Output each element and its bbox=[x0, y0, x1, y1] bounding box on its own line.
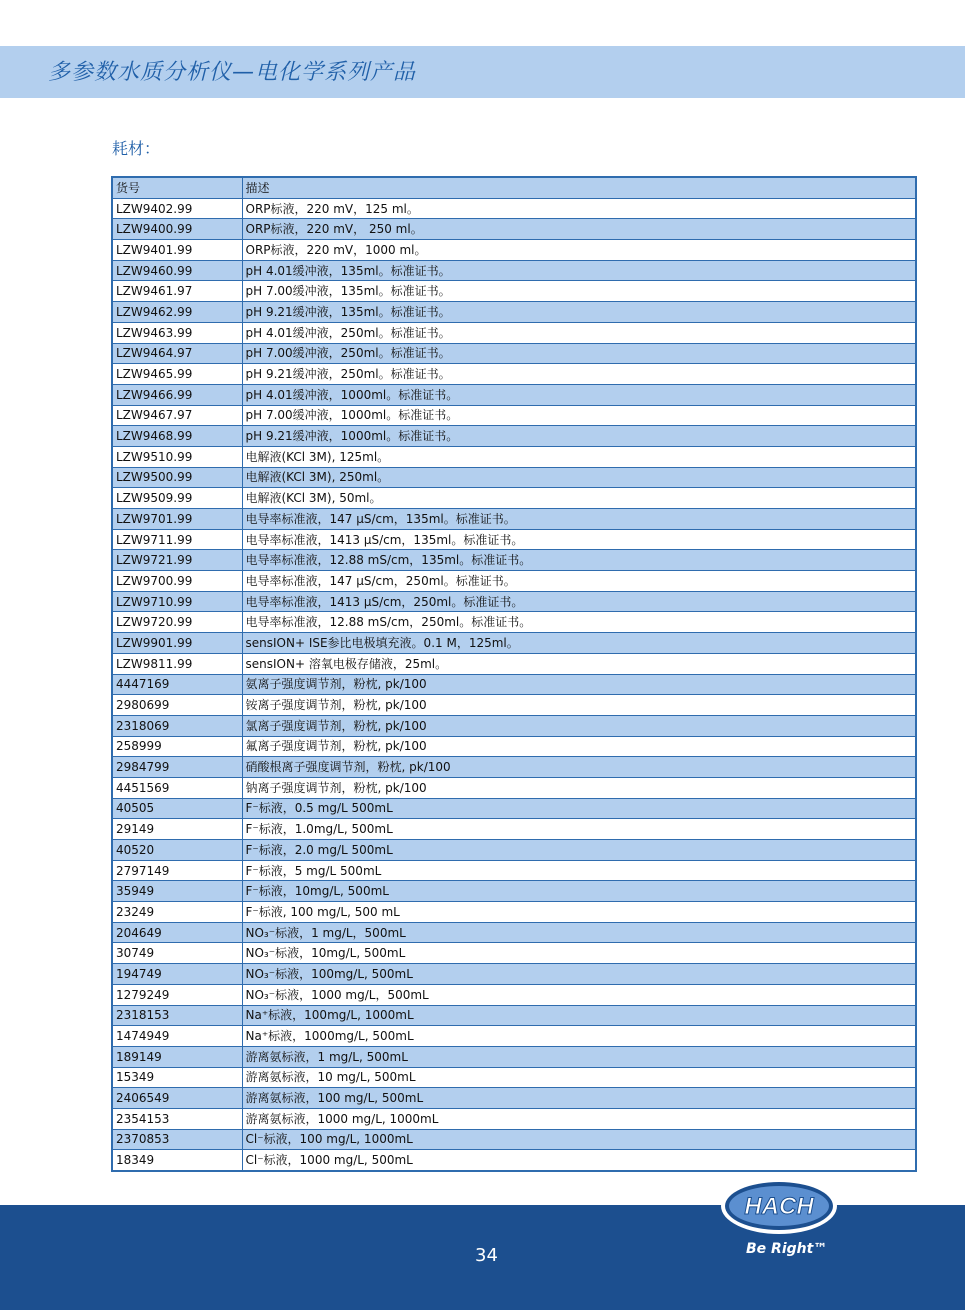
part-number-cell: 1474949 bbox=[112, 1026, 242, 1047]
table-row bbox=[112, 281, 916, 302]
part-number-cell: LZW9811.99 bbox=[112, 653, 242, 674]
table-row bbox=[112, 509, 916, 530]
part-number-cell: LZW9500.99 bbox=[112, 467, 242, 488]
description-cell: 电导率标准液，12.88 mS/cm，250ml。标准证书。 bbox=[242, 612, 916, 633]
description-cell: 电解液(KCl 3M), 250ml。 bbox=[242, 467, 916, 488]
description-cell: Cl⁻标液，100 mg/L, 1000mL bbox=[242, 1129, 916, 1150]
description-cell: pH 7.00缓冲液，250ml。标准证书。 bbox=[242, 343, 916, 364]
description-cell: ORP标液，220 mV，1000 ml。 bbox=[242, 240, 916, 261]
description-cell: pH 9.21缓冲液，1000ml。标准证书。 bbox=[242, 426, 916, 447]
description-cell: 氟离子强度调节剂，粉枕, pk/100 bbox=[242, 736, 916, 757]
part-number-cell: 2370853 bbox=[112, 1129, 242, 1150]
description-cell: 游离氨标液，100 mg/L, 500mL bbox=[242, 1088, 916, 1109]
part-number-cell: 2406549 bbox=[112, 1088, 242, 1109]
part-number-cell: LZW9466.99 bbox=[112, 384, 242, 405]
table-row bbox=[112, 902, 916, 923]
part-number-cell: LZW9721.99 bbox=[112, 550, 242, 571]
description-cell: 电解液(KCl 3M), 50ml。 bbox=[242, 488, 916, 509]
part-number-cell: LZW9460.99 bbox=[112, 260, 242, 281]
part-number-cell: LZW9720.99 bbox=[112, 612, 242, 633]
table-row bbox=[112, 529, 916, 550]
table-row bbox=[112, 674, 916, 695]
page-number: 34 bbox=[475, 1245, 498, 1266]
description-cell: pH 9.21缓冲液，250ml。标准证书。 bbox=[242, 364, 916, 385]
part-number-cell: LZW9402.99 bbox=[112, 198, 242, 219]
table-row bbox=[112, 777, 916, 798]
description-cell: pH 9.21缓冲液，135ml。标准证书。 bbox=[242, 302, 916, 323]
table-row bbox=[112, 1088, 916, 1109]
part-number-cell: LZW9509.99 bbox=[112, 488, 242, 509]
description-cell: NO₃⁻标液，10mg/L, 500mL bbox=[242, 943, 916, 964]
part-number-cell: 40505 bbox=[112, 798, 242, 819]
description-cell: sensION+ ISE参比电极填充液。0.1 M，125ml。 bbox=[242, 633, 916, 654]
description-cell: pH 4.01缓冲液，250ml。标准证书。 bbox=[242, 322, 916, 343]
description-cell: Na⁺标液，1000mg/L, 500mL bbox=[242, 1026, 916, 1047]
description-cell: NO₃⁻标液，1 mg/L，500mL bbox=[242, 922, 916, 943]
part-number-cell: LZW9701.99 bbox=[112, 509, 242, 530]
part-number-cell: LZW9400.99 bbox=[112, 219, 242, 240]
part-number-cell: 30749 bbox=[112, 943, 242, 964]
table-row bbox=[112, 612, 916, 633]
part-number-cell: 2354153 bbox=[112, 1108, 242, 1129]
part-number-cell: 40520 bbox=[112, 840, 242, 861]
part-number-cell: 204649 bbox=[112, 922, 242, 943]
section-title: 耗材： bbox=[112, 139, 161, 158]
description-cell: F⁻标液，2.0 mg/L 500mL bbox=[242, 840, 916, 861]
part-number-cell: LZW9463.99 bbox=[112, 322, 242, 343]
part-number-cell: 15349 bbox=[112, 1067, 242, 1088]
table-row bbox=[112, 343, 916, 364]
table-header-row bbox=[112, 177, 916, 198]
table-row bbox=[112, 881, 916, 902]
part-number-cell: 2318153 bbox=[112, 1005, 242, 1026]
table-row bbox=[112, 322, 916, 343]
description-cell: 电导率标准液，1413 μS/cm，250ml。标准证书。 bbox=[242, 591, 916, 612]
table-row bbox=[112, 488, 916, 509]
part-number-cell: 23249 bbox=[112, 902, 242, 923]
part-number-cell: LZW9465.99 bbox=[112, 364, 242, 385]
table-row bbox=[112, 736, 916, 757]
description-cell: 铵离子强度调节剂，粉枕, pk/100 bbox=[242, 695, 916, 716]
part-number-cell: LZW9901.99 bbox=[112, 633, 242, 654]
part-number-cell: 29149 bbox=[112, 819, 242, 840]
column-header-part-number: 货号 bbox=[112, 177, 242, 198]
description-cell: 电导率标准液，12.88 mS/cm，135ml。标准证书。 bbox=[242, 550, 916, 571]
consumables-table-container bbox=[111, 176, 917, 1172]
description-cell: F⁻标液, 100 mg/L, 500 mL bbox=[242, 902, 916, 923]
table-row bbox=[112, 1046, 916, 1067]
description-cell: 电导率标准液，1413 μS/cm，135ml。标准证书。 bbox=[242, 529, 916, 550]
part-number-cell: 2318069 bbox=[112, 715, 242, 736]
description-cell: 游离氨标液，1 mg/L, 500mL bbox=[242, 1046, 916, 1067]
description-cell: ORP标液，220 mV， 250 ml。 bbox=[242, 219, 916, 240]
part-number-cell: 194749 bbox=[112, 964, 242, 985]
description-cell: NO₃⁻标液，1000 mg/L，500mL bbox=[242, 984, 916, 1005]
part-number-cell: LZW9468.99 bbox=[112, 426, 242, 447]
part-number-cell: 2980699 bbox=[112, 695, 242, 716]
logo-text: HACH bbox=[744, 1193, 814, 1220]
table-row bbox=[112, 198, 916, 219]
part-number-cell: LZW9510.99 bbox=[112, 446, 242, 467]
table-row bbox=[112, 819, 916, 840]
table-row bbox=[112, 446, 916, 467]
table-row bbox=[112, 1108, 916, 1129]
description-cell: F⁻标液，5 mg/L 500mL bbox=[242, 860, 916, 881]
part-number-cell: 189149 bbox=[112, 1046, 242, 1067]
description-cell: 氨离子强度调节剂，粉枕, pk/100 bbox=[242, 674, 916, 695]
hach-logo bbox=[719, 1176, 843, 1240]
description-cell: sensION+ 溶氧电极存储液，25ml。 bbox=[242, 653, 916, 674]
description-cell: pH 4.01缓冲液，1000ml。标准证书。 bbox=[242, 384, 916, 405]
description-cell: 氯离子强度调节剂，粉枕, pk/100 bbox=[242, 715, 916, 736]
part-number-cell: LZW9461.97 bbox=[112, 281, 242, 302]
table-row bbox=[112, 860, 916, 881]
table-row bbox=[112, 1129, 916, 1150]
part-number-cell: 4451569 bbox=[112, 777, 242, 798]
part-number-cell: 35949 bbox=[112, 881, 242, 902]
table-row bbox=[112, 984, 916, 1005]
description-cell: 电导率标准液，147 μS/cm，250ml。标准证书。 bbox=[242, 571, 916, 592]
part-number-cell: 18349 bbox=[112, 1150, 242, 1171]
description-cell: ORP标液，220 mV，125 ml。 bbox=[242, 198, 916, 219]
part-number-cell: 2984799 bbox=[112, 757, 242, 778]
part-number-cell: 4447169 bbox=[112, 674, 242, 695]
table-row bbox=[112, 964, 916, 985]
description-cell: F⁻标液，0.5 mg/L 500mL bbox=[242, 798, 916, 819]
table-row bbox=[112, 695, 916, 716]
table-row bbox=[112, 467, 916, 488]
part-number-cell: 2797149 bbox=[112, 860, 242, 881]
table-row bbox=[112, 1150, 916, 1171]
table-row bbox=[112, 943, 916, 964]
part-number-cell: 1279249 bbox=[112, 984, 242, 1005]
column-header-description: 描述 bbox=[242, 177, 916, 198]
description-cell: 硝酸根离子强度调节剂，粉枕, pk/100 bbox=[242, 757, 916, 778]
table-row bbox=[112, 240, 916, 261]
description-cell: Na⁺标液，100mg/L, 1000mL bbox=[242, 1005, 916, 1026]
part-number-cell: LZW9467.97 bbox=[112, 405, 242, 426]
table-row bbox=[112, 550, 916, 571]
table-row bbox=[112, 571, 916, 592]
consumables-table bbox=[111, 176, 917, 1172]
table-row bbox=[112, 405, 916, 426]
page-header-title: 多参数水质分析仪—电化学系列产品 bbox=[48, 60, 417, 85]
description-cell: 电导率标准液，147 μS/cm，135ml。标准证书。 bbox=[242, 509, 916, 530]
part-number-cell: LZW9462.99 bbox=[112, 302, 242, 323]
table-row bbox=[112, 715, 916, 736]
part-number-cell: LZW9464.97 bbox=[112, 343, 242, 364]
table-row bbox=[112, 1005, 916, 1026]
description-cell: 游离氨标液，10 mg/L, 500mL bbox=[242, 1067, 916, 1088]
table-row bbox=[112, 653, 916, 674]
table-row bbox=[112, 840, 916, 861]
description-cell: F⁻标液，10mg/L, 500mL bbox=[242, 881, 916, 902]
table-row bbox=[112, 1067, 916, 1088]
part-number-cell: LZW9700.99 bbox=[112, 571, 242, 592]
description-cell: Cl⁻标液，1000 mg/L, 500mL bbox=[242, 1150, 916, 1171]
description-cell: 游离氨标液，1000 mg/L, 1000mL bbox=[242, 1108, 916, 1129]
part-number-cell: LZW9401.99 bbox=[112, 240, 242, 261]
table-row bbox=[112, 798, 916, 819]
description-cell: 电解液(KCl 3M), 125ml。 bbox=[242, 446, 916, 467]
table-row bbox=[112, 364, 916, 385]
description-cell: pH 7.00缓冲液，135ml。标准证书。 bbox=[242, 281, 916, 302]
table-row bbox=[112, 633, 916, 654]
table-row bbox=[112, 302, 916, 323]
table-row bbox=[112, 260, 916, 281]
table-row bbox=[112, 922, 916, 943]
description-cell: 钠离子强度调节剂，粉枕, pk/100 bbox=[242, 777, 916, 798]
table-body bbox=[112, 198, 916, 1171]
part-number-cell: LZW9710.99 bbox=[112, 591, 242, 612]
table-row bbox=[112, 426, 916, 447]
tagline: Be Right™ bbox=[746, 1241, 828, 1257]
table-row bbox=[112, 1026, 916, 1047]
part-number-cell: LZW9711.99 bbox=[112, 529, 242, 550]
registered-mark: ® bbox=[833, 1180, 841, 1190]
description-cell: F⁻标液，1.0mg/L, 500mL bbox=[242, 819, 916, 840]
table-row bbox=[112, 591, 916, 612]
description-cell: pH 7.00缓冲液，1000ml。标准证书。 bbox=[242, 405, 916, 426]
table-row bbox=[112, 384, 916, 405]
part-number-cell: 258999 bbox=[112, 736, 242, 757]
table-row bbox=[112, 219, 916, 240]
table-row bbox=[112, 757, 916, 778]
description-cell: pH 4.01缓冲液，135ml。标准证书。 bbox=[242, 260, 916, 281]
description-cell: NO₃⁻标液，100mg/L, 500mL bbox=[242, 964, 916, 985]
